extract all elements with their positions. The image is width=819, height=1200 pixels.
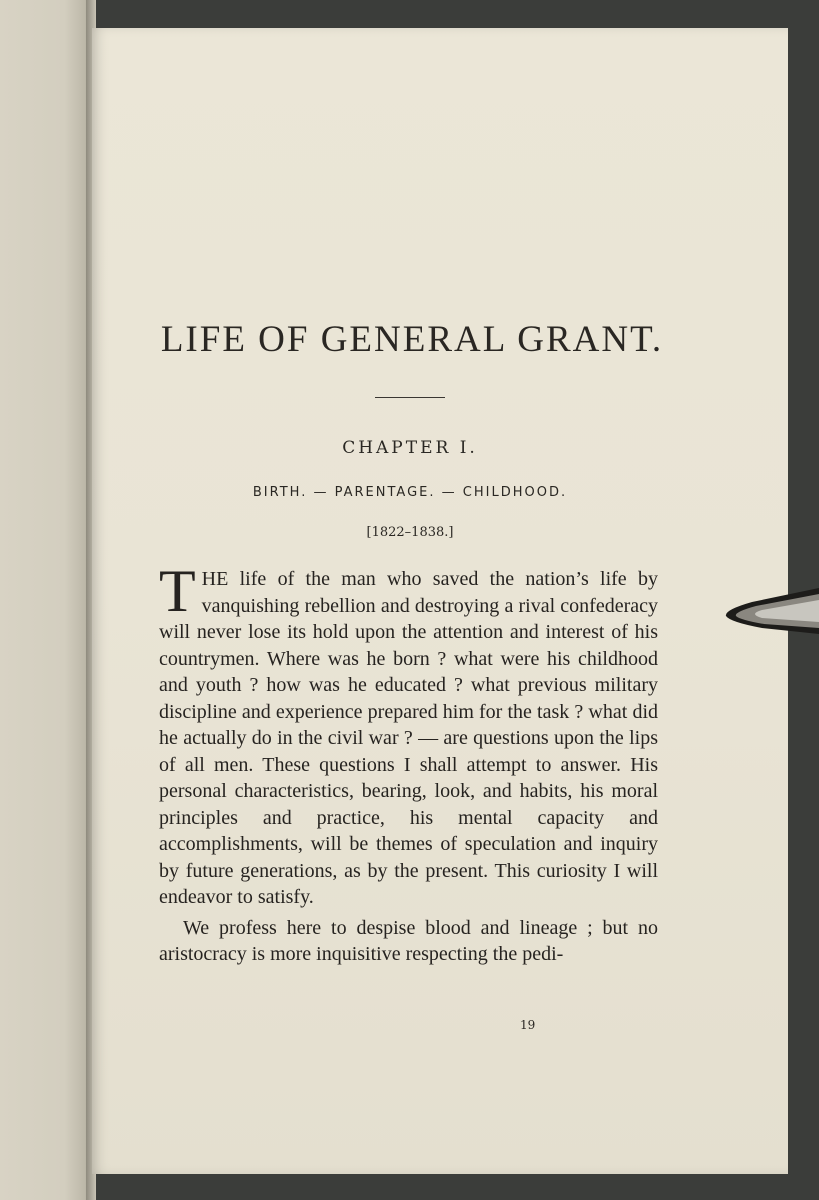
title-rule (375, 397, 445, 398)
book-title: LIFE OF GENERAL GRANT. (160, 319, 664, 360)
paragraph-2: We profess here to despise blood and lineage ; but no aristocracy is more inquisitive respecting the pedi- (159, 916, 658, 965)
chapter-dates: [1822–1838.] (366, 525, 454, 540)
chapter-heading: CHAPTER I. (342, 438, 478, 458)
paragraph-1 (159, 558, 658, 911)
metal-bookmark-clip (722, 584, 819, 638)
body-text (159, 558, 658, 988)
paragraph-1-text: HE life of the man who saved the nation’s life by vanquishing rebellion and destroying a rival confederacy will never lose its hold upon the attention and interest of his countrymen. Where was he born ? what were his childhood and youth ? how was he educated ? what previous military discipline and experience prepared him for the task ? what did he actually do in the civil war ? — are questions upon the lips of all men. These questions I shall attempt to answer. His personal characteristics, bearing, look, and habits, his moral principles and practice, his mental capacity and accomplishments, will be themes of speculation and inquiry by future generations, as by the present. This curiosity I will endeavor to satisfy. (159, 568, 658, 908)
page-number: 19 (520, 1018, 536, 1032)
left-page (0, 0, 92, 1200)
drop-cap: T (159, 558, 196, 624)
chapter-subheading: BIRTH. — PARENTAGE. — CHILDHOOD. (252, 485, 568, 500)
